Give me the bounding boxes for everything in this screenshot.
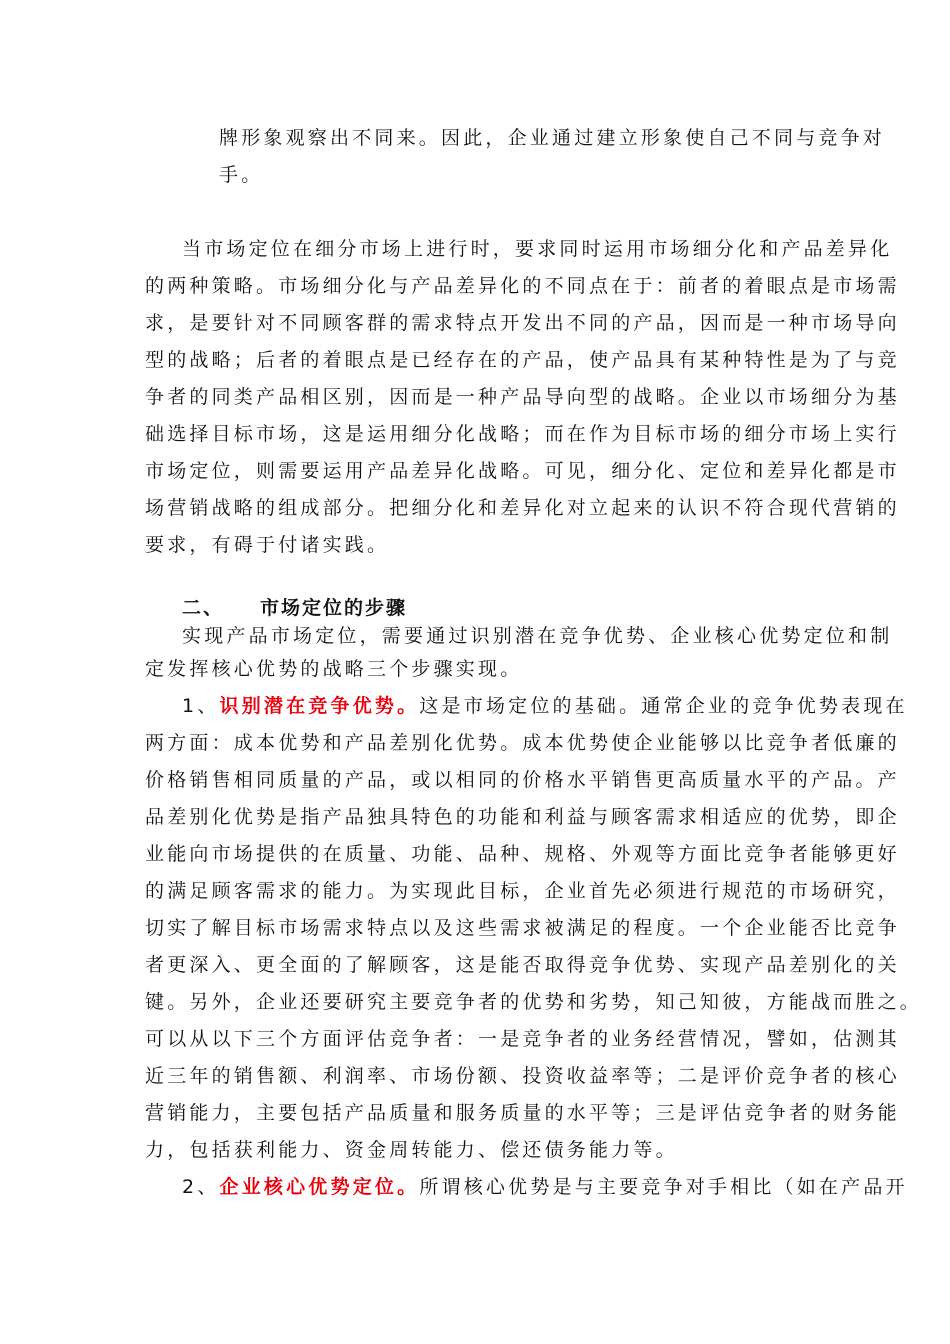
paragraph-line: 切实了解目标市场需求特点以及这些需求被满足的程度。一个企业能否比竞争 [145, 917, 900, 939]
step-1-first-line [182, 694, 908, 718]
paragraph-line: 营销能力，主要包括产品质量和服务质量的水平等；三是评估竞争者的财务能 [145, 1102, 900, 1124]
section-number: 二、 [182, 597, 225, 619]
paragraph-line: 市场定位，则需要运用产品差异化战略。可见，细分化、定位和差异化都是市 [145, 460, 900, 482]
paragraph-line: 业能向市场提供的在质量、功能、品种、规格、外观等方面比竞争者能够更好 [145, 843, 900, 865]
paragraph-line: 牌形象观察出不同来。因此，企业通过建立形象使自己不同与竞争对 [219, 127, 886, 149]
paragraph-line: 可以从以下三个方面评估竞争者：一是竞争者的业务经营情况，譬如，估测其 [145, 1028, 900, 1050]
step-number: 1、 [182, 695, 220, 717]
paragraph-line: 键。另外，企业还要研究主要竞争者的优势和劣势，知己知彼，方能战而胜之。 [145, 991, 923, 1013]
paragraph-line: 实现产品市场定位，需要通过识别潜在竞争优势、企业核心优势定位和制 [182, 625, 893, 647]
step-2-first-line [182, 1175, 908, 1199]
paragraph-line: 型的战略；后者的着眼点是已经存在的产品，使产品具有某种特性是为了与竞 [145, 349, 900, 371]
paragraph-line: 求，是要针对不同顾客群的需求特点开发出不同的产品，因而是一种市场导向 [145, 312, 900, 334]
step-1-highlight: 识别潜在竞争优势。 [219, 695, 420, 717]
paragraph-line: 两方面：成本优势和产品差别化优势。成本优势使企业能够以比竞争者低廉的 [145, 732, 900, 754]
paragraph-line: 的满足顾客需求的能力。为实现此目标，企业首先必须进行规范的市场研究， [145, 880, 900, 902]
section-title: 市场定位的步骤 [260, 597, 408, 619]
paragraph-line: 品差别化优势是指产品独具特色的功能和利益与顾客需求相适应的优势，即企 [145, 806, 900, 828]
paragraph-line: 当市场定位在细分市场上进行时，要求同时运用市场细分化和产品差异化 [182, 238, 893, 260]
paragraph-line: 场营销战略的组成部分。把细分化和差异化对立起来的认识不符合现代营销的 [145, 497, 900, 519]
paragraph-line: 价格销售相同质量的产品，或以相同的价格水平销售更高质量水平的产品。产 [145, 769, 900, 791]
paragraph-line: 要求，有碍于付诸实践。 [145, 534, 390, 556]
paragraph-line: 争者的同类产品相区别，因而是一种产品导向型的战略。企业以市场细分为基 [145, 386, 900, 408]
paragraph-line: 近三年的销售额、利润率、市场份额、投资收益率等；二是评价竞争者的核心 [145, 1065, 900, 1087]
step-number: 2、 [182, 1176, 220, 1198]
section-heading [182, 596, 407, 620]
paragraph-line: 力，包括获利能力、资金周转能力、偿还债务能力等。 [145, 1139, 678, 1161]
paragraph-line: 者更深入、更全面的了解顾客，这是能否取得竞争优势、实现产品差别化的关 [145, 954, 900, 976]
step-2-highlight: 企业核心优势定位。 [219, 1176, 420, 1198]
paragraph-line: 手。 [219, 164, 264, 186]
paragraph-line: 的两种策略。市场细分化与产品差异化的不同点在于：前者的着眼点是市场需 [145, 275, 900, 297]
paragraph-line: 定发挥核心优势的战略三个步骤实现。 [145, 658, 523, 680]
step-1-text: 这是市场定位的基础。通常企业的竞争优势表现在 [419, 695, 908, 717]
paragraph-line: 础选择目标市场，这是运用细分化战略；而在作为目标市场的细分市场上实行 [145, 423, 900, 445]
step-2-text: 所谓核心优势是与主要竞争对手相比（如在产品开 [419, 1176, 908, 1198]
